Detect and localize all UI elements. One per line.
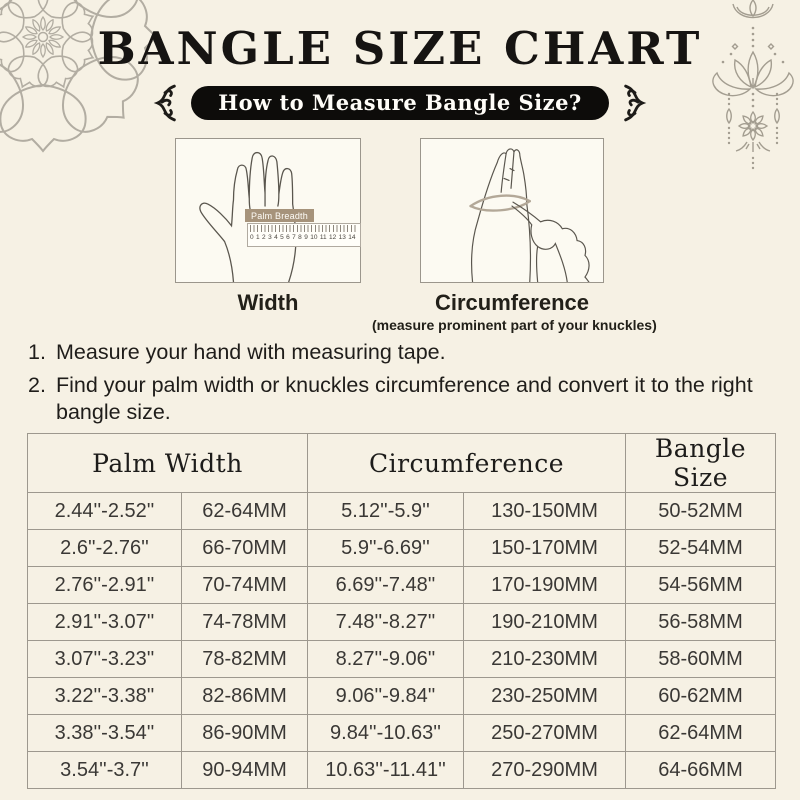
cell-circumference-mm: 170-190MM	[464, 567, 626, 604]
circumference-caption: Circumference	[434, 290, 590, 315]
knuckle-measure-illustration	[421, 139, 603, 282]
table-row	[28, 604, 776, 641]
table-row	[28, 715, 776, 752]
table-row	[28, 752, 776, 789]
cell-palm-width-mm: 70-74MM	[182, 567, 308, 604]
instruction-text: Measure your hand with measuring tape.	[56, 340, 446, 364]
cell-palm-width-in: 2.44''-2.52''	[28, 493, 182, 530]
cell-palm-width-mm: 78-82MM	[182, 641, 308, 678]
cell-circumference-in: 7.48''-8.27''	[308, 604, 464, 641]
ruler-ticks	[250, 225, 358, 232]
cell-bangle-size: 58-60MM	[626, 641, 776, 678]
header-bangle-size: Bangle Size	[626, 434, 776, 493]
cell-bangle-size: 60-62MM	[626, 678, 776, 715]
subtitle-pill: How to Measure Bangle Size?	[191, 86, 609, 120]
table-header-row	[28, 434, 776, 493]
cell-palm-width-in: 2.76''-2.91''	[28, 567, 182, 604]
cell-bangle-size: 64-66MM	[626, 752, 776, 789]
width-caption: Width	[237, 290, 299, 315]
instructions	[28, 339, 754, 432]
cell-palm-width-mm: 86-90MM	[182, 715, 308, 752]
cell-palm-width-in: 2.6''-2.76''	[28, 530, 182, 567]
width-figure	[175, 138, 361, 283]
cell-circumference-in: 9.06''-9.84''	[308, 678, 464, 715]
cell-circumference-mm: 190-210MM	[464, 604, 626, 641]
table-row	[28, 567, 776, 604]
cell-circumference-mm: 150-170MM	[464, 530, 626, 567]
circumference-note: (measure prominent part of your knuckles)	[372, 317, 657, 333]
cell-circumference-in: 5.9''-6.69''	[308, 530, 464, 567]
header-circumference: Circumference	[308, 434, 626, 493]
cell-circumference-in: 6.69''-7.48''	[308, 567, 464, 604]
cell-circumference-in: 10.63''-11.41''	[308, 752, 464, 789]
cell-palm-width-in: 3.22''-3.38''	[28, 678, 182, 715]
table-row	[28, 493, 776, 530]
cell-circumference-mm: 130-150MM	[464, 493, 626, 530]
cell-circumference-mm: 230-250MM	[464, 678, 626, 715]
cell-palm-width-mm: 82-86MM	[182, 678, 308, 715]
cell-palm-width-mm: 74-78MM	[182, 604, 308, 641]
cell-bangle-size: 52-54MM	[626, 530, 776, 567]
cell-circumference-in: 9.84''-10.63''	[308, 715, 464, 752]
ruler	[247, 223, 361, 247]
table-row	[28, 678, 776, 715]
cell-circumference-mm: 210-230MM	[464, 641, 626, 678]
circumference-figure	[420, 138, 604, 283]
cell-palm-width-in: 3.38''-3.54''	[28, 715, 182, 752]
cell-palm-width-mm: 66-70MM	[182, 530, 308, 567]
cell-palm-width-in: 3.54''-3.7''	[28, 752, 182, 789]
flourish-left-icon	[150, 84, 180, 122]
cell-circumference-mm: 270-290MM	[464, 752, 626, 789]
subtitle-row	[0, 84, 800, 122]
cell-circumference-in: 5.12''-5.9''	[308, 493, 464, 530]
instruction-number: 1.	[28, 340, 46, 364]
cell-circumference-in: 8.27''-9.06''	[308, 641, 464, 678]
cell-palm-width-mm: 62-64MM	[182, 493, 308, 530]
cell-palm-width-mm: 90-94MM	[182, 752, 308, 789]
instruction-number: 2.	[28, 373, 46, 398]
cell-bangle-size: 62-64MM	[626, 715, 776, 752]
instruction-item	[28, 372, 754, 426]
palm-breadth-label: Palm Breadth	[245, 209, 314, 222]
flourish-right-icon	[620, 84, 650, 122]
size-table	[27, 433, 776, 789]
circumference-caption-block	[372, 290, 657, 333]
instruction-item	[28, 339, 754, 366]
table-row	[28, 530, 776, 567]
table-row	[28, 641, 776, 678]
header-palm-width: Palm Width	[28, 434, 308, 493]
instruction-text: Find your palm width or knuckles circumference and convert it to the right bangle size.	[56, 373, 753, 425]
cell-bangle-size: 56-58MM	[626, 604, 776, 641]
cell-circumference-mm: 250-270MM	[464, 715, 626, 752]
cell-palm-width-in: 3.07''-3.23''	[28, 641, 182, 678]
cell-bangle-size: 54-56MM	[626, 567, 776, 604]
cell-bangle-size: 50-52MM	[626, 493, 776, 530]
cell-palm-width-in: 2.91''-3.07''	[28, 604, 182, 641]
page-title: BANGLE SIZE CHART	[97, 22, 703, 75]
ruler-numbers: 0 1 2 3 4 5 6 7 8 9 10 11 12 13 14	[250, 234, 356, 241]
